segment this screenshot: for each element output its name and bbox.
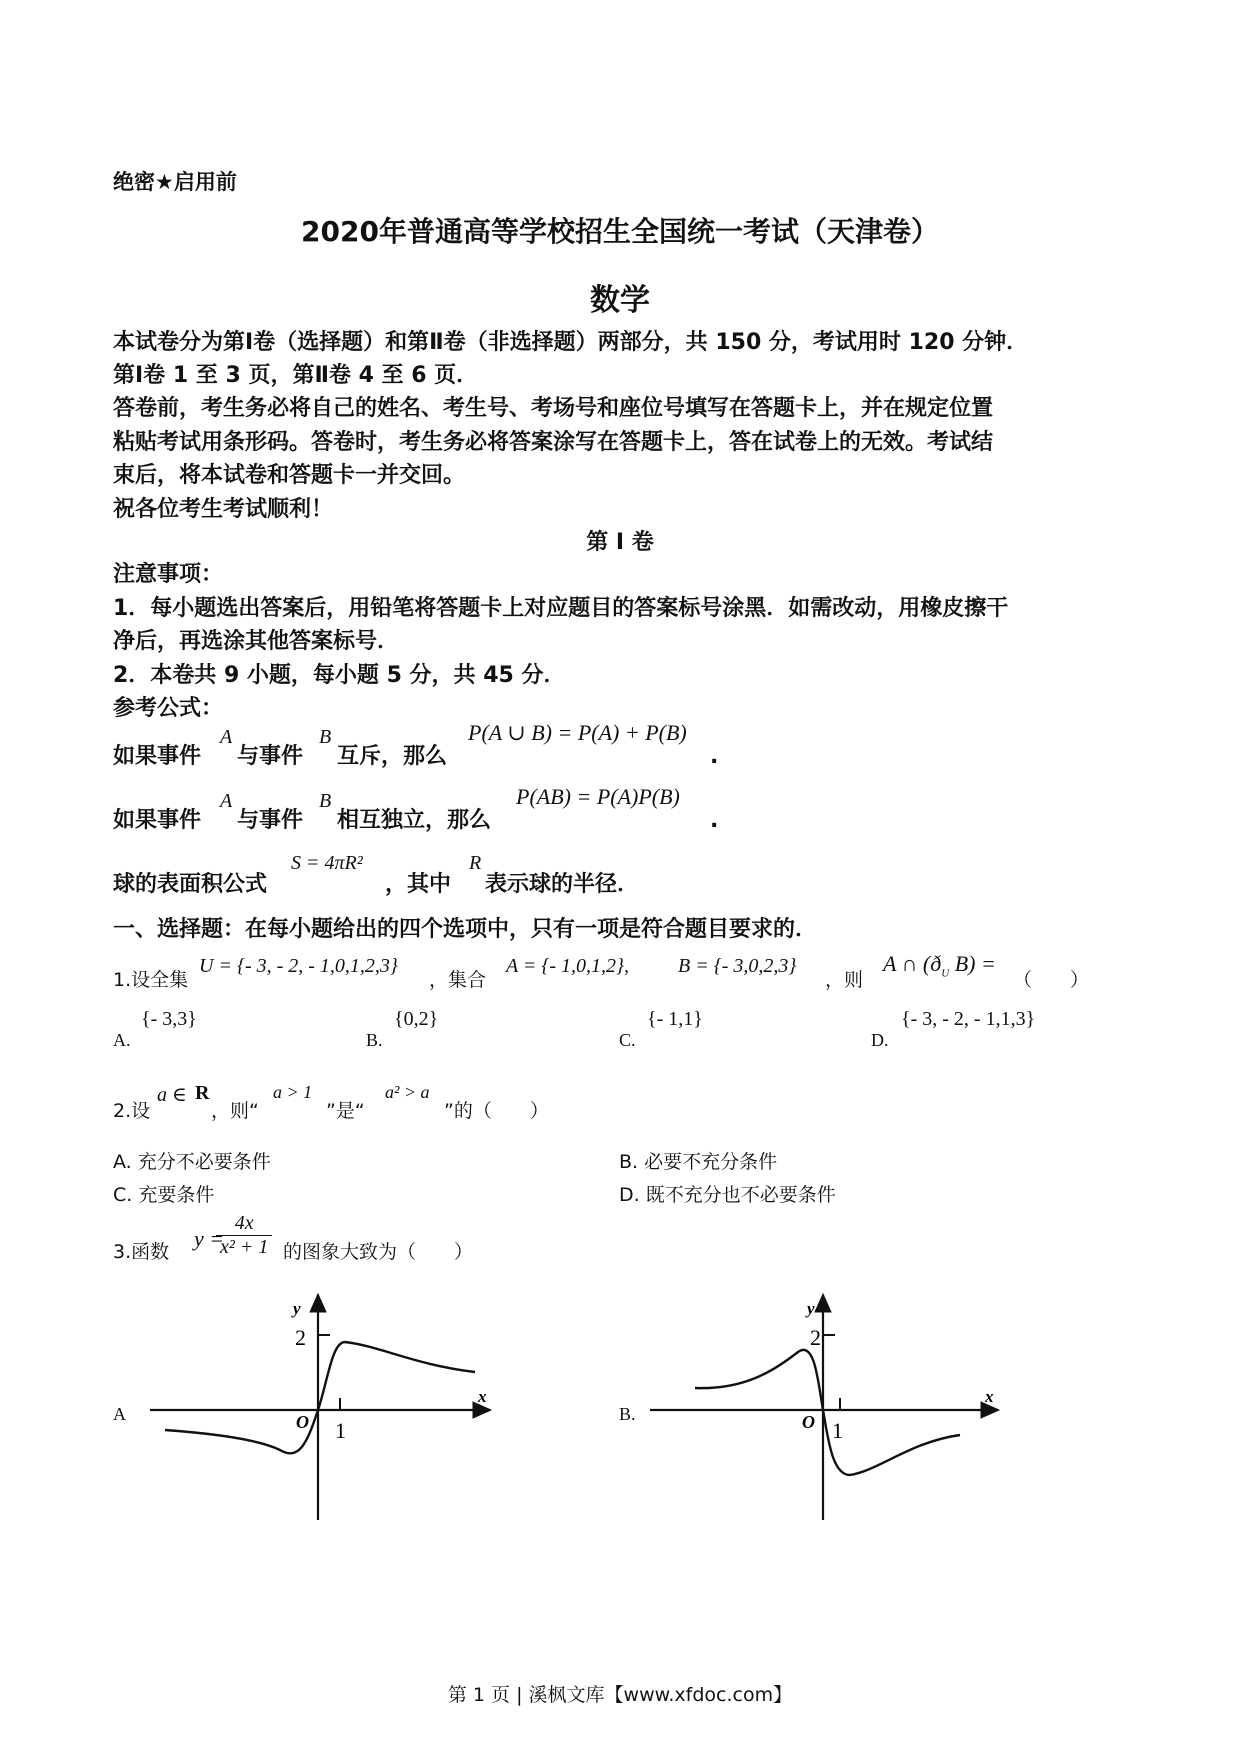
formula-independent-prefix: 如果事件 [113, 808, 202, 833]
formula-union-event-b: B [319, 726, 332, 748]
formula-independent-period: . [710, 808, 719, 833]
instruction-line-1: 本试卷分为第Ⅰ卷（选择题）和第Ⅱ卷（非选择题）两部分，共 150 分，考试用时 120 分钟． [113, 330, 1029, 355]
option-value: 充分不必要条件 [137, 1151, 271, 1173]
formula-title: 参考公式： [113, 696, 224, 721]
option-label: A. [113, 1151, 132, 1173]
graph-a-label[interactable]: A [113, 1404, 126, 1424]
option-label: D. [619, 1184, 640, 1206]
option-value: 必要不充分条件 [644, 1151, 778, 1173]
question-1-then: ，则 [825, 969, 864, 991]
option-value: {- 3,3} [141, 1008, 197, 1030]
notes-title: 注意事项： [113, 562, 224, 587]
option-label: B. [619, 1151, 639, 1173]
option-value: {- 3, - 2, - 1,1,3} [901, 1008, 1036, 1030]
graph-a-y-label: y [293, 1299, 301, 1318]
instruction-line-3: 答卷前，考生务必将自己的姓名、考生号、考场号和座位号填写在答题卡上，并在规定位置 [113, 396, 994, 421]
formula-sphere-radius: R [469, 852, 482, 874]
question-2-prefix: 2.设 [113, 1100, 151, 1122]
question-1-answer-paren: （ ） [1013, 969, 1090, 991]
question-3-denominator: x² + 1 [220, 1236, 269, 1258]
formula-independent-expression: P(AB) = P(A)P(B) [516, 784, 680, 809]
question-3 [113, 1212, 1123, 1272]
section-heading: 一、选择题：在每小题给出的四个选项中，只有一项是符合题目要求的． [113, 917, 818, 942]
formula-sphere-expression: S = 4πR² [291, 852, 363, 874]
question-2-condition: a ∈ [157, 1084, 187, 1106]
note-1b: 净后，再选涂其他答案标号． [113, 629, 400, 654]
question-3-suffix: 的图象大致为（ ） [283, 1241, 474, 1263]
question-1-universal-set: U = {- 3, - 2, - 1,0,1,2,3} [199, 955, 398, 977]
graph-b-label[interactable]: B. [619, 1404, 636, 1424]
question-3-fraction [216, 1212, 272, 1259]
question-3-numerator: 4x [216, 1212, 272, 1236]
formula-union [113, 720, 1123, 786]
question-2-suffix: ”的（ ） [444, 1100, 549, 1122]
option-label: C. [619, 1030, 636, 1050]
instruction-line-2: 第Ⅰ卷 1 至 3 页，第Ⅱ卷 4 至 6 页． [113, 363, 479, 388]
formula-union-expression: P(A ∪ B) = P(A) + P(B) [468, 720, 687, 745]
graph-a [150, 1290, 510, 1520]
part-heading: 第 I 卷 [586, 530, 654, 555]
formula-union-prefix: 如果事件 [113, 744, 202, 769]
graph-a-tick-y-label: 2 [295, 1325, 306, 1350]
question-2-option-a[interactable] [113, 1147, 271, 1174]
formula-independent [113, 784, 1123, 850]
question-1-expression-tail: B) = [954, 951, 996, 976]
instruction-line-4: 粘贴考试用条形码。答卷时，考生务必将答案涂写在答题卡上，答在试卷上的无效。考试结 [113, 430, 994, 455]
graph-b-curve [695, 1350, 960, 1475]
graph-b-tick-x-label: 1 [832, 1418, 843, 1443]
graph-a-x-label: x [478, 1387, 487, 1406]
formula-sphere-prefix: 球的表面积公式 [113, 872, 268, 897]
graph-b-tick-y-label: 2 [810, 1325, 821, 1350]
note-2: 2．本卷共 9 小题，每小题 5 分，共 45 分． [113, 663, 566, 688]
question-3-prefix: 3.函数 [113, 1241, 170, 1263]
instruction-line-5: 束后，将本试卷和答题卡一并交回。 [113, 463, 466, 488]
question-2-option-b[interactable] [619, 1147, 777, 1174]
secret-mark: 绝密★启用前 [113, 170, 237, 194]
question-1-mid: ，集合 [429, 969, 487, 991]
option-value: 既不充分也不必要条件 [645, 1184, 836, 1206]
option-label: C. [113, 1184, 133, 1206]
graph-b-y-label: y [807, 1299, 815, 1318]
exam-title: 2020年普通高等学校招生全国统一考试（天津卷） [301, 215, 939, 248]
question-2-option-d[interactable] [619, 1180, 836, 1207]
question-1-expression-sub: U [941, 967, 950, 980]
formula-independent-mid: 与事件 [237, 808, 304, 833]
page-footer: 第 1 页 | 溪枫文库【www.xfdoc.com】 [447, 1684, 793, 1706]
question-2-option-c[interactable] [113, 1180, 214, 1207]
question-1-options [113, 1008, 1123, 1058]
graph-b [650, 1290, 1010, 1520]
formula-union-event-a: A [220, 726, 233, 748]
note-1a: 1．每小题选出答案后，用铅笔将答题卡上对应题目的答案标号涂黑．如需改动，用橡皮擦干 [113, 596, 1009, 621]
question-2-q: a² > a [385, 1082, 430, 1102]
formula-union-mid: 与事件 [237, 744, 304, 769]
option-value: {- 1,1} [647, 1008, 703, 1030]
question-1 [113, 951, 1123, 995]
option-value: 充要条件 [138, 1184, 215, 1206]
question-2-mid-2: ”是“ [326, 1100, 365, 1122]
question-2-p: a > 1 [273, 1082, 313, 1102]
question-2-mid-1: ，则“ [211, 1100, 259, 1122]
instruction-line-6: 祝各位考生考试顺利！ [113, 497, 334, 522]
question-1-set-a: A = {- 1,0,1,2}, [506, 955, 630, 977]
graph-b-origin-label: O [802, 1412, 815, 1432]
graph-a-tick-x-label: 1 [335, 1418, 346, 1443]
formula-independent-suffix: 相互独立，那么 [337, 808, 492, 833]
question-3-y: y = [194, 1226, 225, 1251]
graph-a-curve [165, 1342, 475, 1453]
question-2 [113, 1082, 1123, 1122]
subject-title: 数学 [590, 283, 650, 318]
question-1-set-b: B = {- 3,0,2,3} [678, 955, 797, 977]
option-label: A. [113, 1030, 131, 1050]
formula-sphere-mid: ，其中 [385, 872, 452, 897]
formula-sphere [113, 854, 1123, 914]
question-1-expression [883, 951, 996, 979]
question-1-prefix: 1.设全集 [113, 969, 189, 991]
formula-union-suffix: 互斥，那么 [337, 744, 448, 769]
option-label: B. [366, 1030, 383, 1050]
formula-union-period: . [710, 744, 719, 769]
question-1-expression-head: A ∩ (ð [883, 951, 942, 976]
option-label: D. [871, 1030, 889, 1050]
option-value: {0,2} [394, 1008, 439, 1030]
formula-independent-event-a: A [220, 790, 233, 812]
formula-sphere-suffix: 表示球的半径． [485, 872, 640, 897]
question-2-real-set: R [195, 1082, 210, 1104]
graph-a-origin-label: O [296, 1412, 309, 1432]
graph-b-x-label: x [985, 1387, 994, 1406]
formula-independent-event-b: B [319, 790, 332, 812]
